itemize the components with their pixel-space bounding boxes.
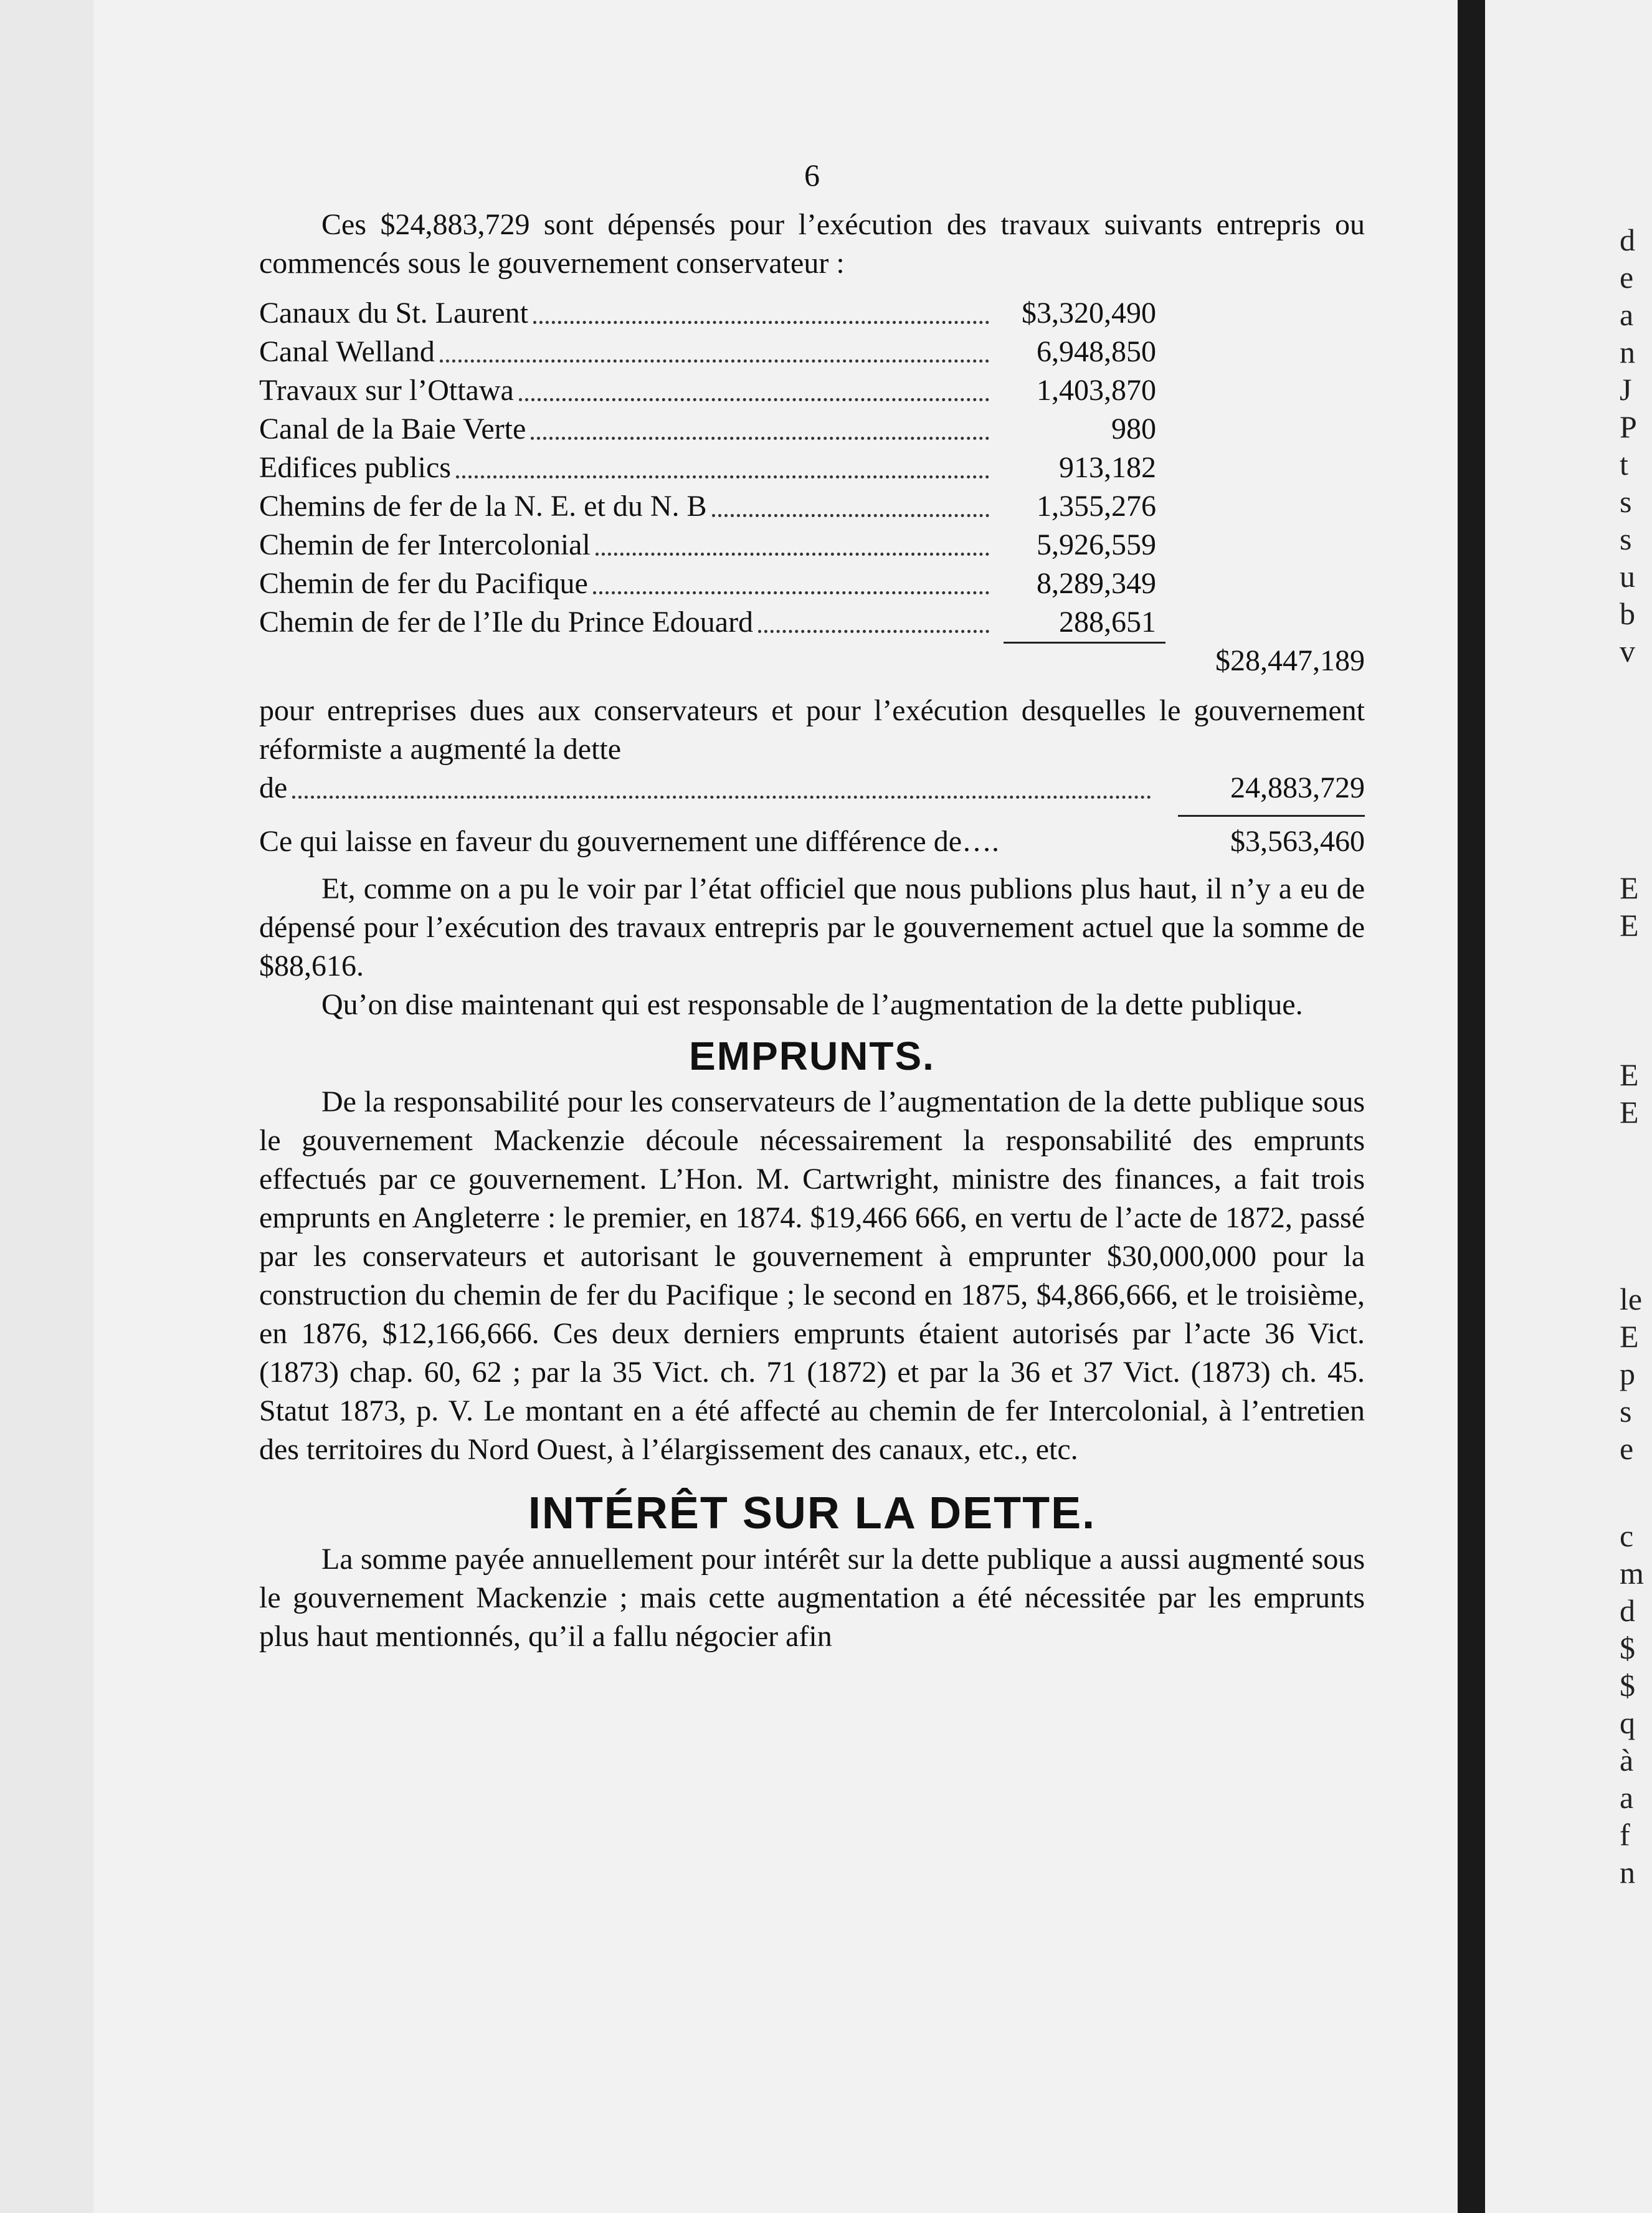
- adjacent-letter: E: [1620, 1095, 1639, 1130]
- ledger-label: Canaux du St. Laurent: [259, 297, 528, 330]
- adjacent-letter: q: [1620, 1705, 1635, 1740]
- adjacent-letter: P: [1620, 409, 1637, 444]
- ledger-label: Canal de la Baie Verte: [259, 412, 526, 445]
- adjacent-letter: E: [1620, 1057, 1639, 1092]
- difference-amount: $3,563,460: [1230, 825, 1365, 858]
- dot-leader: [593, 591, 989, 594]
- dot-leader: [533, 321, 989, 324]
- official-paragraph: Et, comme on a pu le voir par l’état officiel que nous publions plus haut, il n’y a eu de dépensé pour l’exécution des travaux entrepris par le gouvernement actuel que la somme de $88,616.: [259, 872, 1365, 983]
- dot-leader: [596, 553, 989, 556]
- adjacent-letter: $: [1620, 1630, 1635, 1665]
- ledger-row: [259, 333, 1365, 371]
- dot-leader: [519, 398, 989, 401]
- question-paragraph: Qu’on dise maintenant qui est responsable de l’augmentation de la dette publique.: [321, 988, 1303, 1021]
- dot-leader: [758, 630, 989, 633]
- difference-row: [259, 822, 1365, 861]
- dot-leader: [712, 514, 990, 517]
- interet-heading: INTÉRÊT SUR LA DETTE.: [528, 1488, 1096, 1538]
- emprunts-heading: EMPRUNTS.: [689, 1034, 935, 1078]
- adjacent-letter: à: [1620, 1743, 1634, 1778]
- adjacent-letter: E: [1620, 870, 1639, 905]
- page-number: 6: [804, 158, 820, 193]
- debt-label: de: [259, 771, 288, 804]
- debt-paragraph: pour entreprises dues aux conservateurs et pour l’exécution desquelles le gouvernement réformiste a augmenté la dette: [259, 694, 1365, 766]
- ledger-amount: 8,289,349: [1037, 567, 1156, 600]
- ledger-label: Canal Welland: [259, 335, 435, 368]
- total-rule: [1178, 815, 1365, 817]
- works-total: $28,447,189: [1215, 644, 1365, 677]
- ledger-row: [259, 564, 1365, 603]
- adjacent-letter: f: [1620, 1817, 1630, 1852]
- adjacent-letter: s: [1620, 484, 1632, 519]
- debt-amount: 24,883,729: [1230, 771, 1365, 804]
- adjacent-letter: n: [1620, 335, 1635, 369]
- ledger-amount: 5,926,559: [1037, 528, 1156, 561]
- adjacent-letter: a: [1620, 1780, 1634, 1815]
- adjacent-letter: p: [1620, 1356, 1635, 1391]
- adjacent-letter: d: [1620, 1593, 1635, 1628]
- works-total-row: [259, 642, 1365, 680]
- ledger-amount: 6,948,850: [1037, 335, 1156, 368]
- works-ledger: [259, 294, 1365, 642]
- dot-leader: [440, 359, 989, 363]
- adjacent-letter: le: [1620, 1282, 1643, 1316]
- adjacent-letter: E: [1620, 1319, 1639, 1354]
- ledger-amount: 1,403,870: [1037, 374, 1156, 407]
- ledger-row: [259, 526, 1365, 564]
- adjacent-letter: d: [1620, 222, 1635, 257]
- ledger-amount: $3,320,490: [1022, 297, 1156, 330]
- ledger-row: [259, 603, 1365, 642]
- dot-leader: [456, 475, 989, 478]
- adjacent-letter: u: [1620, 559, 1635, 594]
- difference-rule-row: [259, 807, 1365, 822]
- adjacent-letter: c: [1620, 1518, 1634, 1553]
- adjacent-letter: n: [1620, 1855, 1635, 1890]
- adjacent-letter: s: [1620, 521, 1632, 556]
- adjacent-letter: J: [1620, 372, 1632, 407]
- difference-label: Ce qui laisse en faveur du gouvernement une différence de….: [259, 825, 999, 858]
- ledger-amount: 288,651: [1059, 606, 1156, 639]
- ledger-amount: 980: [1111, 412, 1156, 445]
- debt-row: [259, 769, 1365, 807]
- ledger-label: Travaux sur l’Ottawa: [259, 374, 514, 407]
- ledger-row: [259, 449, 1365, 487]
- dot-leader: [531, 437, 989, 440]
- subtotal-rule: [1004, 642, 1165, 644]
- dot-leader: [292, 796, 1151, 799]
- adjacent-letter: b: [1620, 596, 1635, 631]
- text-column: [259, 156, 1365, 1656]
- adjacent-letter: s: [1620, 1394, 1632, 1429]
- adjacent-letter: e: [1620, 260, 1634, 295]
- ledger-label: Chemin de fer Intercolonial: [259, 528, 591, 561]
- ledger-row: [259, 294, 1365, 333]
- adjacent-letter: m: [1620, 1556, 1644, 1591]
- ledger-row: [259, 410, 1365, 449]
- ledger-label: Chemin de fer de l’Ile du Prince Edouard: [259, 606, 754, 639]
- adjacent-letter: a: [1620, 297, 1634, 332]
- interet-paragraph: La somme payée annuellement pour intérêt sur la dette publique a aussi augmenté sous le gouvernement Mackenzie ; mais cette augmentation a été nécessitée par les emprunts plus haut mentionnés, qu’il a fallu négocier afin: [259, 1543, 1365, 1653]
- adjacent-letter: t: [1620, 447, 1628, 482]
- adjacent-letter: E: [1620, 908, 1639, 943]
- ledger-label: Edifices publics: [259, 451, 451, 484]
- ledger-row: [259, 371, 1365, 410]
- intro-paragraph: Ces $24,883,729 sont dépensés pour l’exécution des travaux suivants entrepris ou commencés sous le gouvernement conservateur :: [259, 208, 1365, 280]
- page-gutter: [1458, 0, 1485, 2213]
- ledger-amount: 913,182: [1059, 451, 1156, 484]
- emprunts-paragraph: De la responsabilité pour les conservateurs de l’augmentation de la dette publique sous le gouvernement Mackenzie découle nécessairement la responsabilité des emprunts effectués par ce gouvernement. L’Hon. M. Cartwright, ministre des finances, a fait trois emprunts en Angleterre : le premier, en 1874. $19,466 666, en vertu de l’acte de 1872, passé par les conservateurs et autorisant le gouvernement à emprunter $30,000,000 pour la construction du chemin de fer du Pacifique ; le second en 1875, $4,866,666, et le troisième, en 1876, $12,166,666. Ces deux derniers emprunts étaient autorisés par l’acte 36 Vict. (1873) chap. 60, 62 ; par la 35 Vict. ch. 71 (1872) et par la 36 et 37 Vict. (1873) ch. 45. Statut 1873, p. V. Le montant en a été affecté au chemin de fer Intercolonial, à l’entretien des territoires du Nord Ouest, à l’élargissement des canaux, etc., etc.: [259, 1085, 1365, 1466]
- ledger-row: [259, 487, 1365, 526]
- ledger-label: Chemin de fer du Pacifique: [259, 567, 588, 600]
- adjacent-letter: $: [1620, 1668, 1635, 1703]
- adjacent-letter: e: [1620, 1431, 1634, 1466]
- ledger-amount: 1,355,276: [1037, 490, 1156, 523]
- adjacent-letter: v: [1620, 634, 1635, 669]
- ledger-label: Chemins de fer de la N. E. et du N. B: [259, 490, 707, 523]
